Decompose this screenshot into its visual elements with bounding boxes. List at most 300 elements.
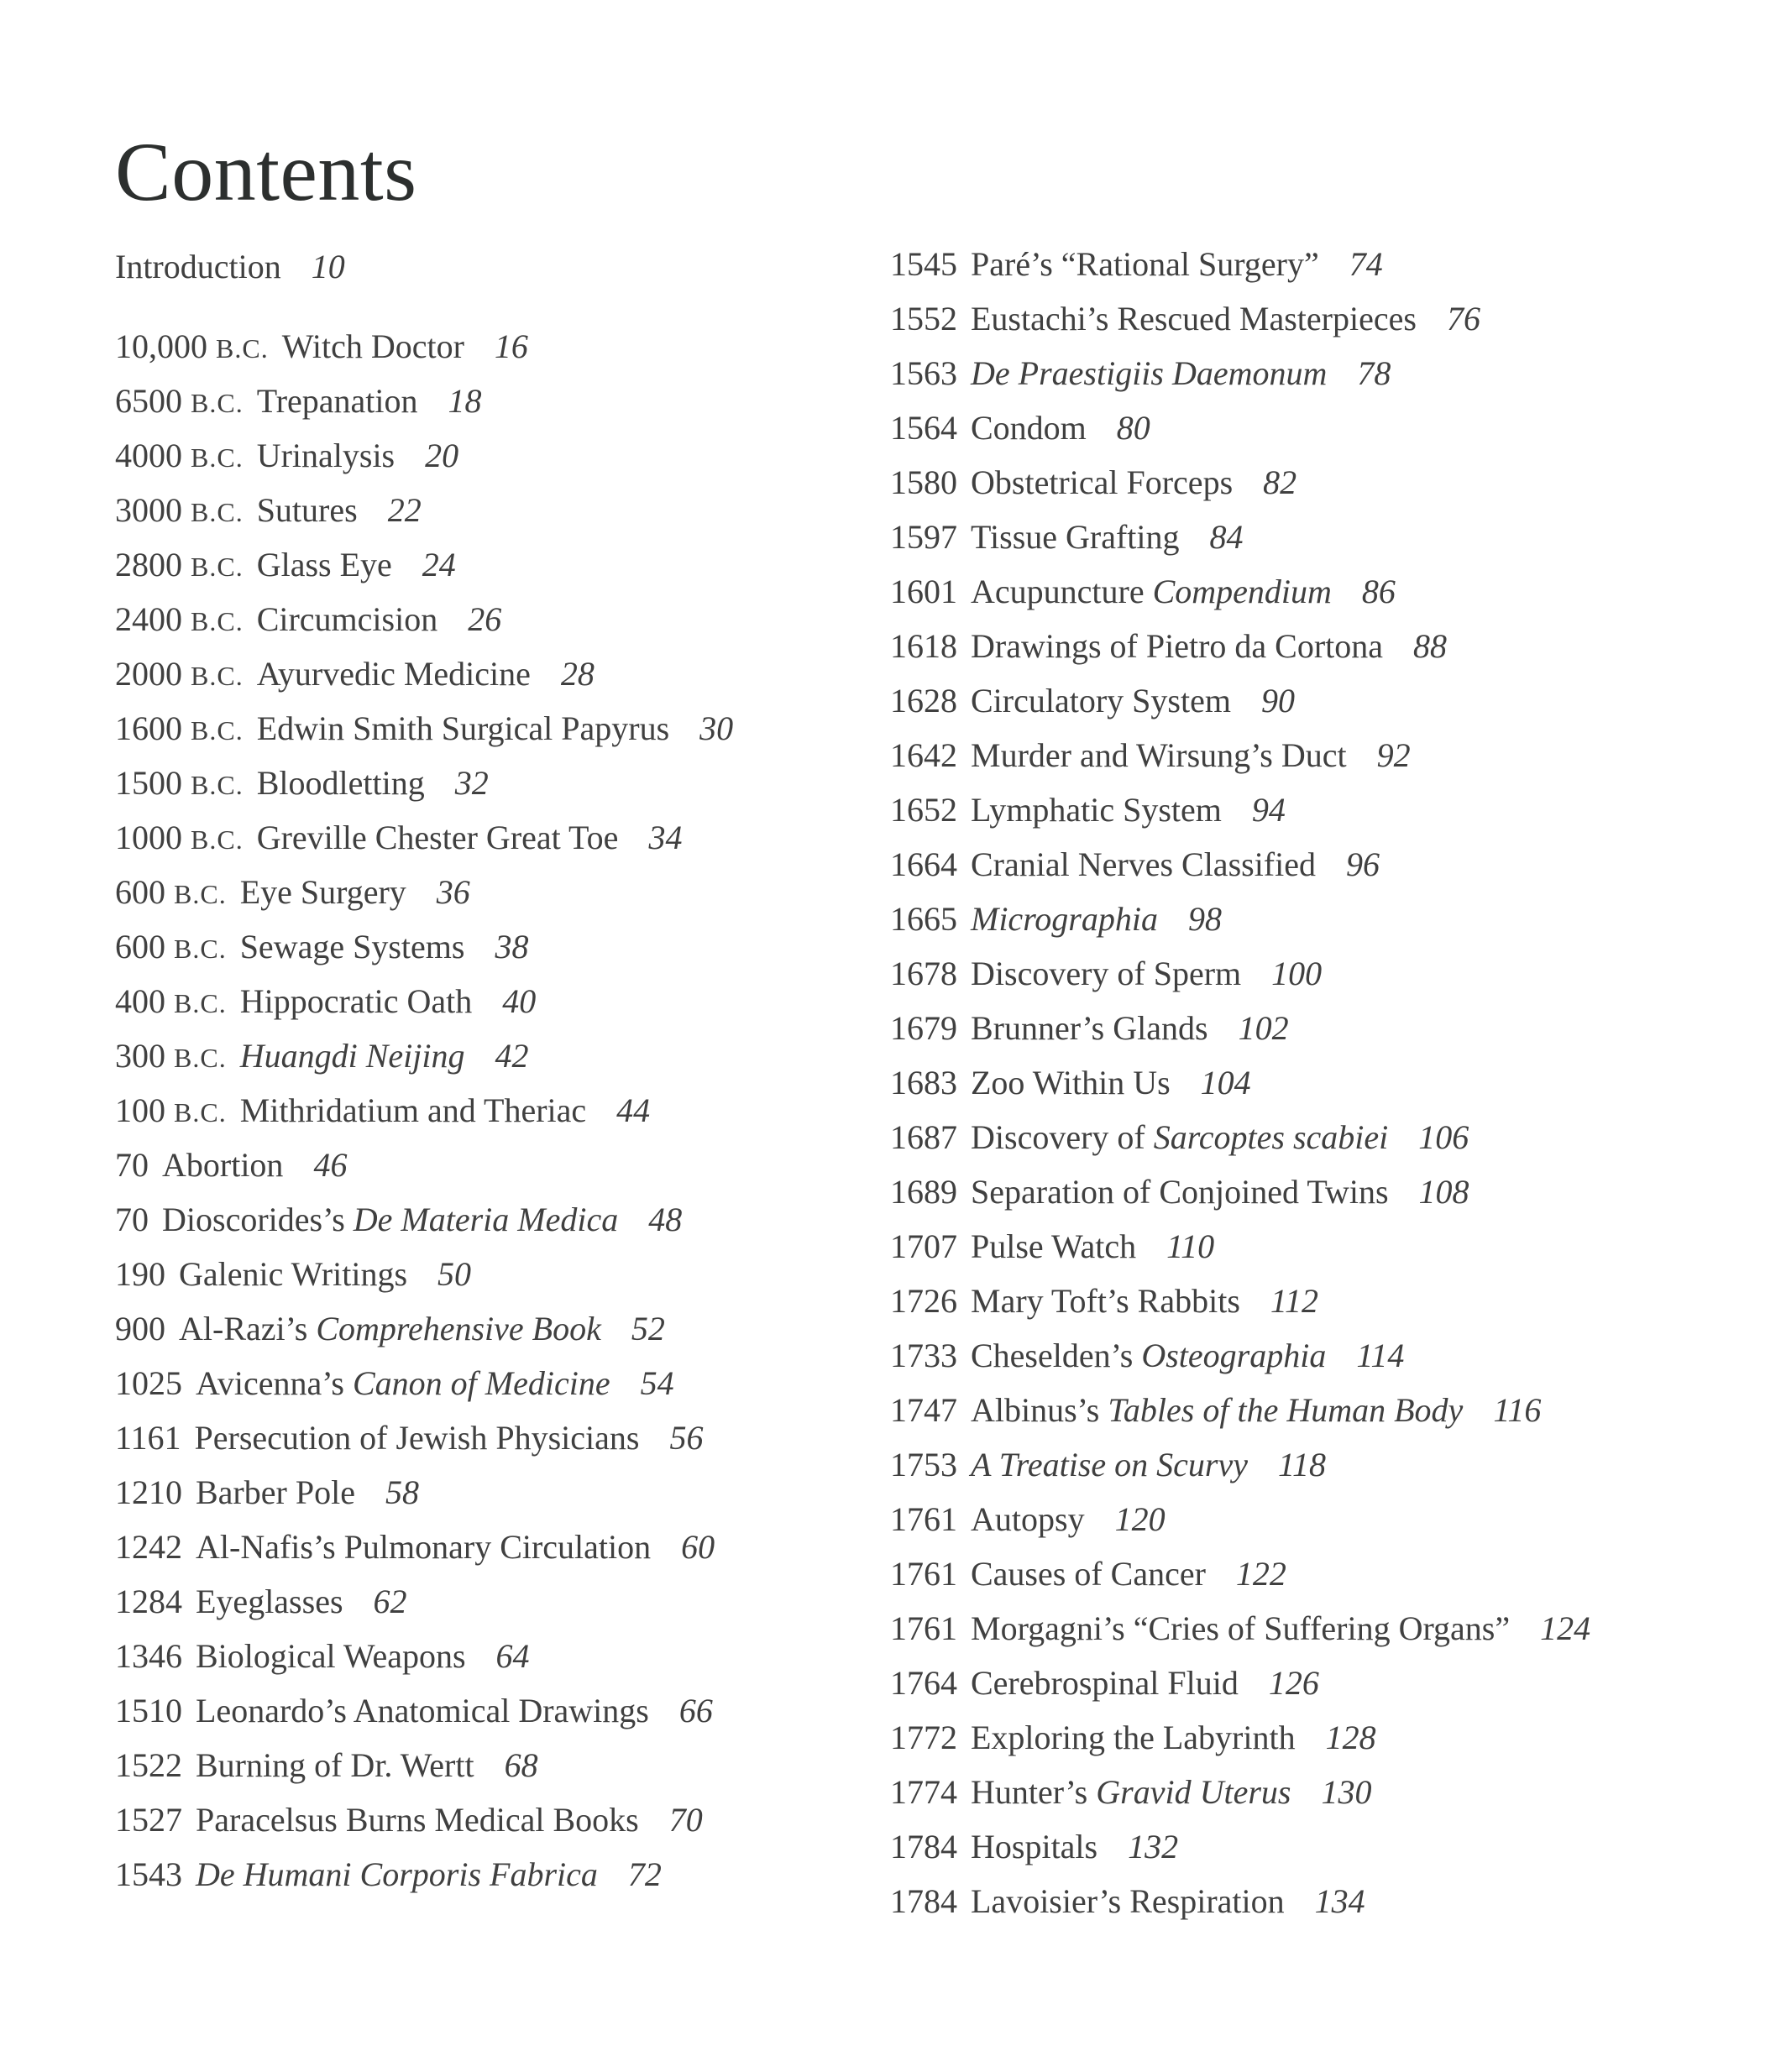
entry-title-italic: Micrographia xyxy=(971,900,1158,938)
entry-title-text: Burning of Dr. Wertt xyxy=(196,1746,474,1784)
entry-title-italic: Compendium xyxy=(1152,573,1332,610)
toc-entry xyxy=(115,1738,871,1792)
entry-title xyxy=(196,1473,355,1511)
entry-title-text: Al-Razi’s xyxy=(179,1310,317,1347)
entry-title-text: Pulse Watch xyxy=(971,1227,1137,1265)
entry-title-text: Mithridatium and Theriac xyxy=(239,1091,587,1129)
entry-page-number: 32 xyxy=(454,764,489,802)
toc-entry xyxy=(890,1765,1755,1819)
entry-year xyxy=(115,982,227,1020)
entry-page-number: 120 xyxy=(1114,1500,1166,1538)
entry-title-text: Galenic Writings xyxy=(179,1255,408,1293)
entry-title xyxy=(971,1828,1097,1865)
entry-year xyxy=(890,1391,957,1429)
entry-year xyxy=(890,627,957,665)
entry-page-number: 112 xyxy=(1270,1282,1318,1320)
entry-title-text: Obstetrical Forceps xyxy=(971,463,1234,501)
entry-year-number: 1664 xyxy=(890,845,957,883)
entry-year-number: 1161 xyxy=(115,1419,181,1457)
toc-entry xyxy=(115,810,871,865)
entry-year-number: 10,000 xyxy=(115,327,207,365)
entry-title-text: Leonardo’s Anatomical Drawings xyxy=(196,1692,649,1729)
entry-year-number: 1346 xyxy=(115,1637,182,1675)
entry-title-italic: Huangdi Neijing xyxy=(239,1037,465,1075)
entry-year xyxy=(115,491,244,529)
entry-page-number: 94 xyxy=(1251,791,1286,829)
entry-year-number: 1761 xyxy=(890,1609,957,1647)
entry-title-text: Hospitals xyxy=(971,1828,1098,1865)
toc-entry xyxy=(115,1356,871,1410)
toc-entry xyxy=(115,1574,871,1629)
entry-page-number: 84 xyxy=(1209,518,1244,556)
entry-year xyxy=(115,764,244,802)
contents-column-left xyxy=(115,239,871,1902)
entry-title-text: Separation of Conjoined Twins xyxy=(971,1173,1389,1211)
entry-title xyxy=(971,736,1347,774)
entry-year xyxy=(890,682,957,719)
entry-title-text: Causes of Cancer xyxy=(971,1555,1206,1593)
entry-title-italic: De Materia Medica xyxy=(353,1201,619,1238)
entry-year xyxy=(890,1882,957,1920)
entry-year xyxy=(115,928,227,965)
entry-title-text: Greville Chester Great Toe xyxy=(256,819,619,856)
entry-title xyxy=(971,573,1332,610)
entry-year xyxy=(890,900,957,938)
entry-year xyxy=(890,1500,957,1538)
entry-year-number: 600 xyxy=(115,928,165,965)
entry-year xyxy=(890,1173,957,1211)
entry-title xyxy=(257,600,438,638)
entry-year xyxy=(890,1773,957,1811)
entry-year-number: 1563 xyxy=(890,354,957,392)
entry-year-number: 1642 xyxy=(890,736,957,774)
entry-page-number: 16 xyxy=(494,327,528,365)
entry-page-number: 134 xyxy=(1314,1882,1365,1920)
entry-year-number: 1527 xyxy=(115,1801,182,1839)
entry-title-text: Albinus’s xyxy=(971,1391,1108,1429)
entry-title-italic: Sarcoptes scabiei xyxy=(1153,1118,1389,1156)
entry-title xyxy=(971,900,1158,938)
entry-year-number: 1689 xyxy=(890,1173,957,1211)
entry-year-number: 1600 xyxy=(115,709,182,747)
entry-page-number: 126 xyxy=(1268,1664,1319,1702)
entry-page-number: 54 xyxy=(640,1364,674,1402)
entry-title-text: Cheselden’s xyxy=(971,1337,1142,1374)
entry-era: B.C. xyxy=(191,552,244,582)
entry-era: B.C. xyxy=(191,770,244,800)
entry-title xyxy=(196,1692,649,1729)
entry-title xyxy=(240,873,406,911)
toc-entry xyxy=(115,537,871,592)
entry-page-number: 104 xyxy=(1200,1064,1251,1101)
entry-title xyxy=(257,709,669,747)
entry-year-number: 2400 xyxy=(115,600,182,638)
entry-title-text: Biological Weapons xyxy=(196,1637,466,1675)
entry-year-number: 70 xyxy=(115,1146,149,1184)
entry-title-text: Glass Eye xyxy=(256,546,392,583)
entry-year xyxy=(115,382,244,420)
entry-title-text: Barber Pole xyxy=(196,1473,355,1511)
entry-title-text: Cranial Nerves Classified xyxy=(971,845,1316,883)
toc-entry xyxy=(115,1301,871,1356)
entry-title-text: Witch Doctor xyxy=(281,327,464,365)
entry-title-text: Paré’s “Rational Surgery” xyxy=(971,245,1319,283)
entry-page-number: 34 xyxy=(648,819,683,856)
entry-title xyxy=(971,955,1241,992)
entry-year-number: 1687 xyxy=(890,1118,957,1156)
entry-page-number: 132 xyxy=(1128,1828,1179,1865)
entry-page-number: 122 xyxy=(1235,1555,1286,1593)
entry-year xyxy=(890,791,957,829)
entry-year xyxy=(890,1719,957,1756)
toc-entry xyxy=(115,239,871,294)
toc-entry xyxy=(115,1792,871,1847)
entry-title xyxy=(240,1091,586,1129)
entry-title-text: Brunner’s Glands xyxy=(971,1009,1208,1047)
entry-year-number: 100 xyxy=(115,1091,165,1129)
toc-entry xyxy=(115,1083,871,1138)
entry-year xyxy=(115,546,244,583)
toc-entry xyxy=(115,1683,871,1738)
entry-title xyxy=(971,245,1319,283)
entry-year-number: 1652 xyxy=(890,791,957,829)
entry-era: B.C. xyxy=(174,1043,227,1073)
entry-year xyxy=(115,1146,149,1184)
entry-title-text: Dioscorides’s xyxy=(162,1201,354,1238)
entry-title-text: Drawings of Pietro da Cortona xyxy=(971,627,1384,665)
entry-title xyxy=(196,1855,598,1893)
entry-title xyxy=(196,1746,474,1784)
toc-entry xyxy=(890,1710,1755,1765)
entry-page-number: 96 xyxy=(1346,845,1380,883)
toc-entry xyxy=(890,1274,1755,1328)
entry-year xyxy=(890,1118,957,1156)
entry-title-text: Ayurvedic Medicine xyxy=(256,655,531,693)
toc-entry xyxy=(115,1138,871,1192)
entry-page-number: 70 xyxy=(668,1801,703,1839)
entry-year xyxy=(115,1419,181,1457)
toc-entry xyxy=(115,483,871,537)
entry-title xyxy=(240,1037,465,1075)
entry-page-number: 108 xyxy=(1418,1173,1469,1211)
toc-entry xyxy=(890,1874,1755,1928)
entry-year xyxy=(115,1310,165,1347)
entry-year xyxy=(115,600,244,638)
entry-title-text: Discovery of xyxy=(971,1118,1154,1156)
entry-title xyxy=(257,819,619,856)
entry-title xyxy=(196,1637,466,1675)
toc-entry xyxy=(115,646,871,701)
entry-title xyxy=(257,437,395,474)
entry-title-text: Bloodletting xyxy=(256,764,425,802)
toc-entry xyxy=(890,291,1755,346)
toc-entry xyxy=(890,673,1755,728)
entry-era: B.C. xyxy=(191,606,244,636)
toc-entry xyxy=(890,892,1755,946)
entry-year xyxy=(890,245,957,283)
toc-entry xyxy=(890,564,1755,619)
entry-year xyxy=(115,1692,182,1729)
entry-year-number: 1210 xyxy=(115,1473,182,1511)
entry-title xyxy=(971,463,1233,501)
entry-page-number: 68 xyxy=(504,1746,538,1784)
entry-title xyxy=(971,1719,1296,1756)
entry-title-text: Circulatory System xyxy=(971,682,1231,719)
toc-entry xyxy=(115,428,871,483)
entry-year-number: 300 xyxy=(115,1037,165,1075)
entry-year xyxy=(890,1828,957,1865)
entry-title xyxy=(115,248,281,285)
entry-title xyxy=(971,845,1316,883)
entry-era: B.C. xyxy=(174,879,227,909)
entry-year-number: 1784 xyxy=(890,1828,957,1865)
entry-year xyxy=(890,1446,957,1483)
entry-year xyxy=(890,1282,957,1320)
entry-year-number: 1025 xyxy=(115,1364,182,1402)
entry-year-number: 1747 xyxy=(890,1391,957,1429)
entry-title-text: Paracelsus Burns Medical Books xyxy=(196,1801,639,1839)
entry-title xyxy=(971,1118,1388,1156)
entry-page-number: 50 xyxy=(437,1255,472,1293)
toc-entry xyxy=(890,510,1755,564)
entry-era: B.C. xyxy=(191,442,244,473)
entry-year-number: 3000 xyxy=(115,491,182,529)
entry-title xyxy=(971,627,1383,665)
entry-era: B.C. xyxy=(191,497,244,527)
entry-title xyxy=(240,928,465,965)
entry-title-text: Abortion xyxy=(162,1146,284,1184)
entry-year xyxy=(890,463,957,501)
entry-title xyxy=(179,1255,407,1293)
entry-title xyxy=(971,1064,1171,1101)
entry-title xyxy=(257,546,392,583)
entry-page-number: 44 xyxy=(616,1091,651,1129)
entry-year-number: 1242 xyxy=(115,1528,182,1566)
entry-year-number: 1683 xyxy=(890,1064,957,1101)
entry-title-italic: Osteographia xyxy=(1141,1337,1327,1374)
entry-year-number: 1628 xyxy=(890,682,957,719)
entry-page-number: 78 xyxy=(1357,354,1391,392)
entry-era: B.C. xyxy=(174,988,227,1018)
toc-entry xyxy=(115,1520,871,1574)
entry-title-text: Exploring the Labyrinth xyxy=(971,1719,1296,1756)
entry-page-number: 66 xyxy=(678,1692,713,1729)
entry-title xyxy=(971,1609,1510,1647)
entry-page-number: 60 xyxy=(681,1528,715,1566)
entry-year xyxy=(890,518,957,556)
entry-title xyxy=(240,982,473,1020)
entry-title xyxy=(971,1500,1085,1538)
entry-era: B.C. xyxy=(191,824,244,855)
entry-title-text: Circumcision xyxy=(256,600,438,638)
toc-entry xyxy=(115,701,871,756)
entry-title-italic: De Praestigiis Daemonum xyxy=(971,354,1328,392)
entry-page-number: 62 xyxy=(373,1583,407,1620)
entry-title xyxy=(196,1801,639,1839)
entry-year xyxy=(890,1009,957,1047)
entry-title xyxy=(257,655,531,693)
toc-entry xyxy=(890,237,1755,291)
entry-year-number: 1000 xyxy=(115,819,182,856)
toc-entry xyxy=(115,919,871,974)
entry-title xyxy=(195,1419,640,1457)
entry-year xyxy=(115,655,244,693)
entry-year-number: 1618 xyxy=(890,627,957,665)
toc-entry xyxy=(115,592,871,646)
entry-title-text: Sewage Systems xyxy=(239,928,465,965)
entry-era: B.C. xyxy=(191,388,244,418)
toc-entry xyxy=(890,1164,1755,1219)
entry-page-number: 42 xyxy=(495,1037,529,1075)
entry-title xyxy=(971,1882,1285,1920)
entry-title-text: Edwin Smith Surgical Papyrus xyxy=(256,709,670,747)
entry-year xyxy=(890,845,957,883)
entry-title-text: Lavoisier’s Respiration xyxy=(971,1882,1285,1920)
entry-title-text: Eustachi’s Rescued Masterpieces xyxy=(971,300,1417,337)
entry-title xyxy=(257,382,418,420)
entry-title xyxy=(179,1310,601,1347)
entry-title-text: Cerebrospinal Fluid xyxy=(971,1664,1239,1702)
toc-entry xyxy=(115,1465,871,1520)
entry-title-text: Zoo Within Us xyxy=(971,1064,1171,1101)
toc-entry xyxy=(890,1383,1755,1437)
toc-entry xyxy=(115,1629,871,1683)
entry-title xyxy=(971,1391,1463,1429)
entry-year xyxy=(115,1364,182,1402)
entry-title xyxy=(971,518,1180,556)
entry-year xyxy=(115,327,269,365)
entry-year xyxy=(890,1064,957,1101)
toc-entry xyxy=(890,946,1755,1001)
toc-entry xyxy=(115,1192,871,1247)
entry-page-number: 24 xyxy=(422,546,456,583)
toc-entry xyxy=(890,455,1755,510)
entry-title xyxy=(971,682,1231,719)
entry-year-number: 1601 xyxy=(890,573,957,610)
toc-entry xyxy=(890,1055,1755,1110)
entry-title-text: Sutures xyxy=(256,491,358,529)
toc-entry xyxy=(890,1219,1755,1274)
entry-year-number: 2000 xyxy=(115,655,182,693)
entry-year-number: 1522 xyxy=(115,1746,182,1784)
entry-title xyxy=(971,1337,1326,1374)
entry-year-number: 1564 xyxy=(890,409,957,447)
entry-year-number: 190 xyxy=(115,1255,165,1293)
entry-title-text: Mary Toft’s Rabbits xyxy=(971,1282,1240,1320)
entry-title xyxy=(971,1282,1240,1320)
entry-page-number: 10 xyxy=(311,248,345,285)
entry-title xyxy=(196,1364,610,1402)
entry-title-text: Condom xyxy=(971,409,1087,447)
entry-year-number: 4000 xyxy=(115,437,182,474)
entry-year xyxy=(890,736,957,774)
entry-year xyxy=(115,873,227,911)
entry-year-number: 1510 xyxy=(115,1692,182,1729)
entry-page-number: 56 xyxy=(669,1419,704,1457)
entry-year xyxy=(115,1637,182,1675)
entry-title-text: Morgagni’s “Cries of Suffering Organs” xyxy=(971,1609,1511,1647)
entry-era: B.C. xyxy=(216,333,269,364)
entry-year xyxy=(890,955,957,992)
entry-year-number: 6500 xyxy=(115,382,182,420)
entry-year-number: 1733 xyxy=(890,1337,957,1374)
entry-title-italic: De Humani Corporis Fabrica xyxy=(196,1855,598,1893)
entry-page-number: 102 xyxy=(1238,1009,1289,1047)
entry-era: B.C. xyxy=(174,1097,227,1128)
entry-title xyxy=(971,1009,1208,1047)
entry-title-italic: Gravid Uterus xyxy=(1096,1773,1291,1811)
entry-page-number: 18 xyxy=(448,382,482,420)
entry-year xyxy=(115,1091,227,1129)
entry-title xyxy=(971,409,1087,447)
toc-entry xyxy=(890,1656,1755,1710)
entry-title xyxy=(971,1773,1291,1811)
entry-year-number: 2800 xyxy=(115,546,182,583)
toc-entry xyxy=(890,619,1755,673)
entry-page-number: 80 xyxy=(1116,409,1150,447)
entry-year-number: 600 xyxy=(115,873,165,911)
entry-year xyxy=(115,1528,182,1566)
entry-page-number: 64 xyxy=(495,1637,530,1675)
entry-year xyxy=(115,437,244,474)
entry-era: B.C. xyxy=(174,934,227,964)
entry-page-number: 92 xyxy=(1376,736,1411,774)
entry-title-text: Trepanation xyxy=(256,382,418,420)
page-title: Contents xyxy=(115,125,417,218)
entry-year-number: 1753 xyxy=(890,1446,957,1483)
entry-year xyxy=(890,1664,957,1702)
entry-title-italic: Canon of Medicine xyxy=(352,1364,610,1402)
entry-title xyxy=(971,1173,1389,1211)
entry-title xyxy=(196,1528,651,1566)
entry-page-number: 40 xyxy=(502,982,537,1020)
entry-page-number: 74 xyxy=(1349,245,1383,283)
entry-year xyxy=(115,709,244,747)
entry-year-number: 400 xyxy=(115,982,165,1020)
entry-year-number: 900 xyxy=(115,1310,165,1347)
entry-year xyxy=(115,1255,165,1293)
toc-entry xyxy=(890,1437,1755,1492)
entry-page-number: 26 xyxy=(468,600,502,638)
entry-title xyxy=(971,300,1417,337)
entry-year xyxy=(115,819,244,856)
entry-year xyxy=(115,1037,227,1075)
entry-year xyxy=(115,1746,182,1784)
toc-entry xyxy=(890,837,1755,892)
entry-title xyxy=(257,764,425,802)
entry-page-number: 22 xyxy=(387,491,422,529)
entry-title xyxy=(971,1227,1136,1265)
toc-entry xyxy=(890,346,1755,400)
entry-year xyxy=(115,1801,182,1839)
entry-title xyxy=(971,791,1222,829)
entry-page-number: 114 xyxy=(1356,1337,1405,1374)
entry-page-number: 72 xyxy=(627,1855,662,1893)
entry-year-number: 1284 xyxy=(115,1583,182,1620)
toc-entry xyxy=(115,974,871,1028)
entry-page-number: 118 xyxy=(1277,1446,1326,1483)
entry-year-number: 1764 xyxy=(890,1664,957,1702)
entry-page-number: 48 xyxy=(648,1201,683,1238)
entry-title-text: Persecution of Jewish Physicians xyxy=(194,1419,640,1457)
entry-page-number: 100 xyxy=(1271,955,1323,992)
entry-page-number: 52 xyxy=(631,1310,665,1347)
entry-page-number: 90 xyxy=(1260,682,1295,719)
entry-year-number: 1552 xyxy=(890,300,957,337)
entry-year xyxy=(890,573,957,610)
entry-title xyxy=(971,1555,1206,1593)
entry-year-number: 1500 xyxy=(115,764,182,802)
